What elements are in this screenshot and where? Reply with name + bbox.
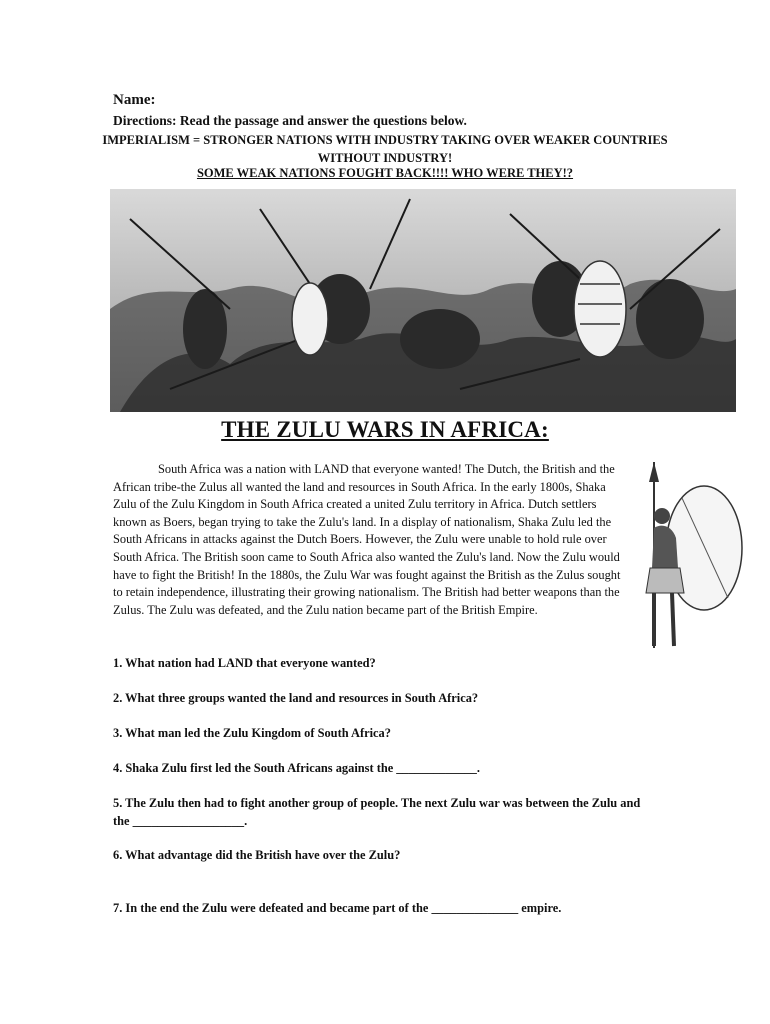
battle-illustration-drawing [110,189,736,412]
question-5: 5. The Zulu then had to fight another group of people. The next Zulu war was between the Zulu and the __________________. [113,796,641,828]
name-label: Name: [113,92,156,108]
fought-back-heading: SOME WEAK NATIONS FOUGHT BACK!!!! WHO WERE THEY!? [196,166,574,180]
question-6: 6. What advantage did the British have over the Zulu? [113,848,401,862]
question-4: 4. Shaka Zulu first led the South Africans against the _____________. [113,761,480,775]
question-1: 1. What nation had LAND that everyone wanted? [113,656,376,670]
zulu-warrior-drawing [632,458,762,650]
directions: Directions: Read the passage and answer the questions below. [113,113,467,128]
question-3: 3. What man led the Zulu Kingdom of South Africa? [113,726,391,740]
imperialism-definition: IMPERIALISM = STRONGER NATIONS WITH INDUSTRY TAKING OVER WEAKER COUNTRIES WITHOUT INDUSTRY! [102,133,668,165]
reading-passage: South Africa was a nation with LAND that everyone wanted! The Dutch, the British and the African tribe-the Zulus all wanted the land and resources in South Africa. In the early 1800s, Shaka Zulu of the Zulu Kingdom in South Africa created a united Zulu territory in Africa. Dutch settlers known as Boers, began trying to take the Zulu's land. In a display of nationalism, Shaka Zulu led the South Africans in attacks against the Dutch Boers. However, the Zulu were unable to hold rule over South Africa. The British soon came to South Africa also wanted the Zulu's land. Now the Zulu would have to fight the British! In the 1880s, the Zulu War was fought against the British as the Zulus sought to retain independence, illustrating their growing nationalism. The British had better weapons than the Zulus. The Zulu was defeated, and the Zulu nation became part of the British Empire. [113,462,621,617]
page-title: THE ZULU WARS IN AFRICA: [221,417,549,442]
question-7: 7. In the end the Zulu were defeated and became part of the ______________ empire. [113,901,562,915]
question-2: 2. What three groups wanted the land and resources in South Africa? [113,691,479,705]
zulu-warrior-illustration [632,458,762,650]
battle-illustration [110,189,736,412]
